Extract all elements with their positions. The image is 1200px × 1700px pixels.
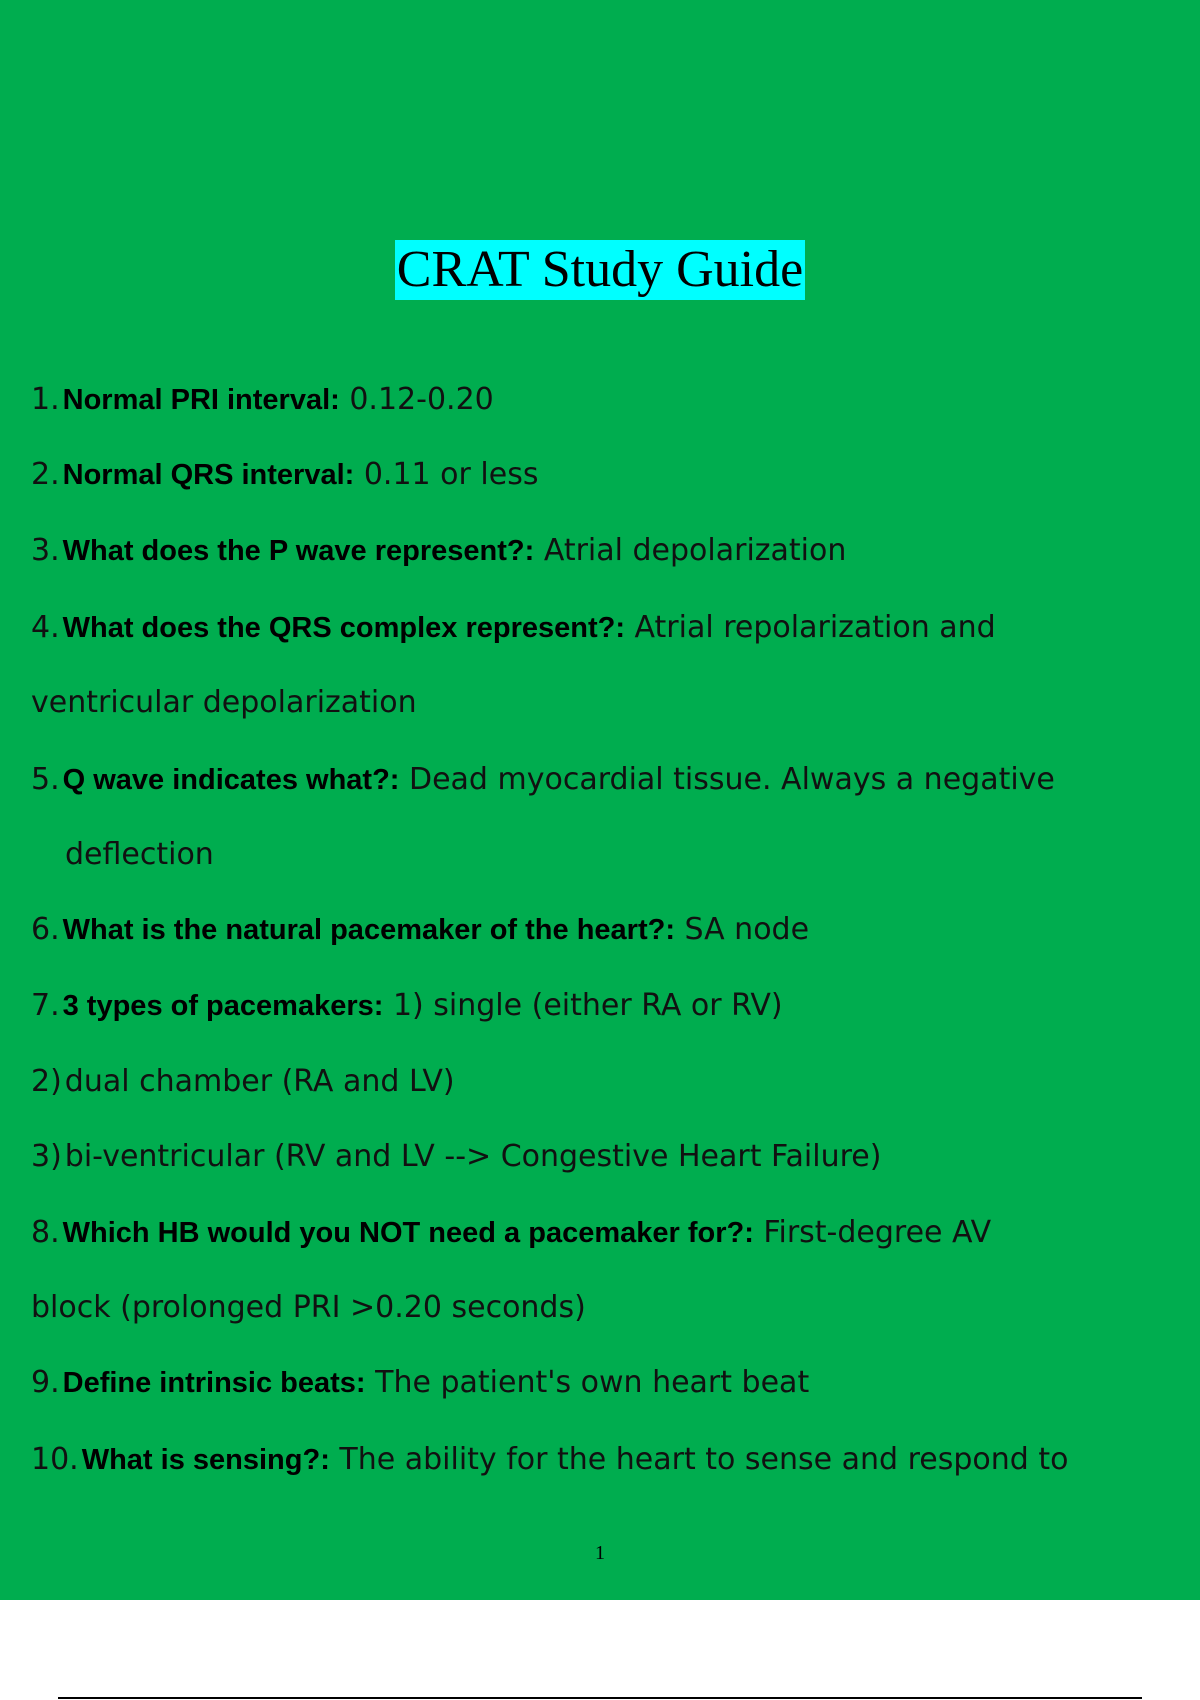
item-answer: Atrial repolarization and: [625, 610, 996, 645]
list-item-7-sub-2: [31, 1062, 455, 1102]
item-number: 2.: [31, 457, 60, 492]
item-question: Q wave indicates what?:: [62, 764, 400, 796]
list-item-3: [31, 531, 846, 571]
list-item-8-continuation: block (prolonged PRI >0.20 seconds): [31, 1290, 586, 1325]
item-answer: Atrial depolarization: [534, 533, 847, 568]
list-item-1: [31, 380, 494, 420]
item-answer: 0.11 or less: [354, 457, 539, 492]
item-answer: First-degree AV: [753, 1215, 992, 1250]
item-answer: The patient's own heart beat: [365, 1365, 810, 1400]
item-number: 5.: [31, 762, 60, 797]
list-item-5: [31, 760, 1055, 800]
item-number: 9.: [31, 1365, 60, 1400]
item-answer: bi-ventricular (RV and LV --> Congestive Heart Failure): [64, 1139, 882, 1174]
item-answer: dual chamber (RA and LV): [64, 1064, 455, 1099]
item-number: 4.: [31, 610, 60, 645]
list-item-6: [31, 910, 809, 950]
list-item-4: [31, 608, 996, 648]
item-number: 7.: [31, 988, 60, 1023]
item-question: What is the natural pacemaker of the heart?:: [62, 914, 675, 946]
item-question: Normal QRS interval:: [62, 459, 355, 491]
item-number: 2): [31, 1064, 62, 1099]
document-title: CRAT Study Guide: [396, 241, 804, 298]
list-item-10: [31, 1440, 1068, 1480]
list-item-5-continuation: deflection: [65, 837, 214, 872]
item-answer: 1) single (either RA or RV): [383, 988, 783, 1023]
item-question: Normal PRI interval:: [62, 384, 340, 416]
list-item-8: [31, 1213, 991, 1253]
item-answer: Dead myocardial tissue. Always a negative: [399, 762, 1055, 797]
list-item-9: [31, 1363, 809, 1403]
page-divider: [58, 1697, 1142, 1699]
list-item-7: [31, 986, 783, 1026]
item-number: 1.: [31, 382, 60, 417]
list-item-7-sub-3: [31, 1137, 881, 1177]
item-answer: SA node: [674, 912, 810, 947]
title-container: [0, 240, 1200, 300]
list-item-2: [31, 455, 538, 495]
item-number: 8.: [31, 1215, 60, 1250]
item-question: 3 types of pacemakers:: [62, 990, 384, 1022]
list-item-4-continuation: ventricular depolarization: [31, 685, 417, 720]
item-number: 6.: [31, 912, 60, 947]
item-number: 3): [31, 1139, 62, 1174]
item-question: What is sensing?:: [81, 1444, 330, 1476]
item-question: Define intrinsic beats:: [62, 1367, 366, 1399]
page-number: 1: [595, 1542, 605, 1564]
item-question: What does the P wave represent?:: [62, 535, 535, 567]
item-number: 10.: [31, 1442, 79, 1477]
item-question: What does the QRS complex represent?:: [62, 612, 626, 644]
item-answer: 0.12-0.20: [339, 382, 494, 417]
item-answer: The ability for the heart to sense and respond to: [329, 1442, 1069, 1477]
item-number: 3.: [31, 533, 60, 568]
item-question: Which HB would you NOT need a pacemaker for?:: [62, 1217, 754, 1249]
